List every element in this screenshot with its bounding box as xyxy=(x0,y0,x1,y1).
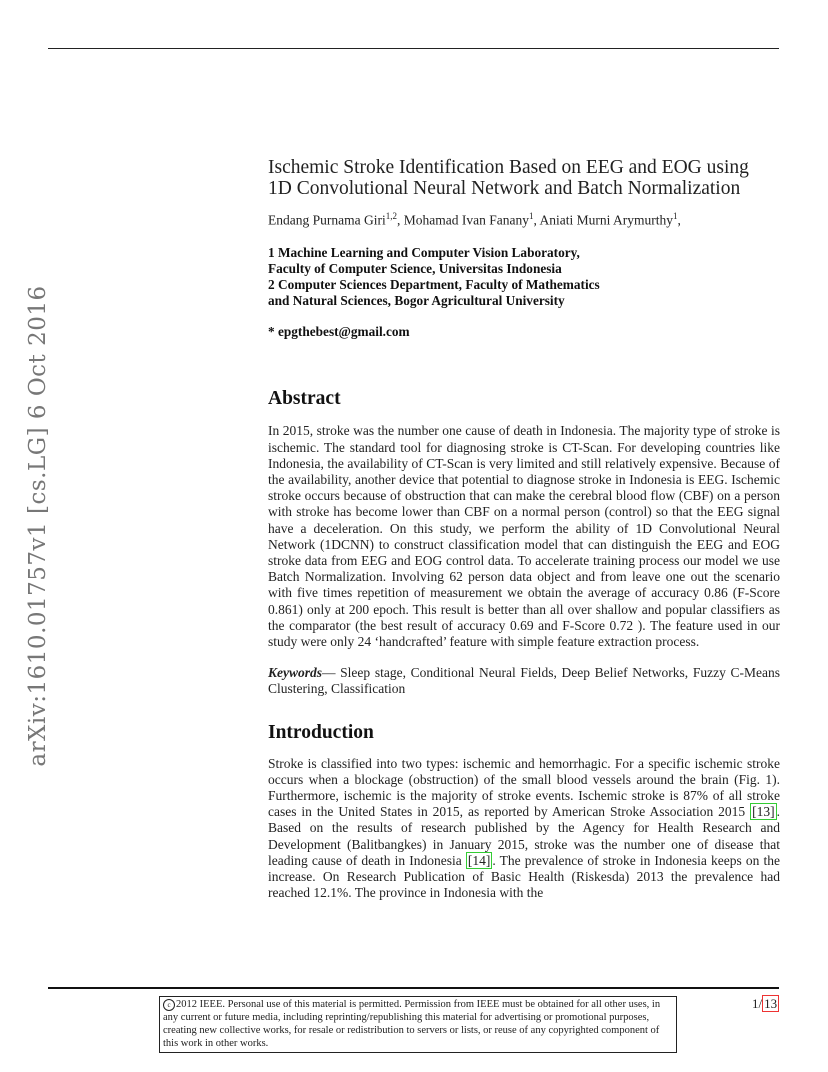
introduction-text xyxy=(268,756,780,902)
author-affiliation-marker: 1,2 xyxy=(385,211,397,221)
keywords-label: Keywords xyxy=(268,665,322,681)
affiliation-line: and Natural Sciences, Bogor Agricultural University xyxy=(268,293,565,309)
author-name: Mohamad Ivan Fanany xyxy=(403,212,529,228)
keywords xyxy=(268,665,780,697)
bottom-rule xyxy=(48,987,779,989)
title-line-1: Ischemic Stroke Identification Based on EEG and EOG using xyxy=(268,157,749,178)
top-rule xyxy=(48,48,779,49)
intro-text-part: . The prevalence of stroke in Indonesia keeps on the increase. On Research Publication of Basic Health (Riskesda) 2013 the prevalence had reached 12.1%. The province in Indonesia with the xyxy=(268,852,781,901)
introduction-heading: Introduction xyxy=(268,721,374,743)
citation-link[interactable]: [13] xyxy=(752,804,775,820)
affiliation-line: Faculty of Computer Science, Universitas Indonesia xyxy=(268,260,562,276)
page-total-link[interactable]: 13 xyxy=(764,996,778,1011)
abstract-text: In 2015, stroke was the number one cause of death in Indonesia. The majority type of stroke is ischemic. The standard tool for diagnosing stroke is CT-Scan. For developing countries like Indonesia, the availability of CT-Scan is very limited and still relatively expensive. Because of the availability, another device that potential to diagnose stroke in Indonesia is EEG. Ischemic stroke occurs because of obstruction that can make the cerebral blood flow (CBF) on a person with stroke has become lower than CBF on a normal person (control) so that the EEG signal have a deceleration. On this study, we perform the ability of 1D Convolutional Neural Network (1DCNN) to construct classification model that can distinguish the EEG and EOG stroke data from EEG and EOG control data. To accelerate training process our model we use Batch Normalization. Involving 62 person data object and from leave one out the scenario with five times repetition of measurement we obtain the average of accuracy 0.86 (F-Score 0.861) only at 200 epoch. This result is better than all over shallow and popular classifiers as the comparator (the best result of accuracy 0.69 and F-Score 0.72 ). The feature used in our study were only 24 ‘handcrafted’ feature with simple feature extraction process. xyxy=(268,423,780,649)
corresponding-email: * epgthebest@gmail.com xyxy=(268,324,410,340)
arxiv-identifier[interactable]: arXiv:1610.01757v1 [cs.LG] 6 Oct 2016 xyxy=(25,285,51,767)
copyright-text: 2012 IEEE. Personal use of this material is permitted. Permission from IEEE must be obtained for all other uses, in any current or future media, including reprinting/republishing this material for advertising or promotional purposes, creating new collective works, for resale or redistribution to servers or lists, or reuse of any copyrighted component of this work in other works. xyxy=(163,999,661,1049)
citation-link[interactable]: [14] xyxy=(467,852,491,868)
title-line-2: 1D Convolutional Neural Network and Batch Normalization xyxy=(268,178,741,199)
author-separator: , xyxy=(533,212,540,228)
keywords-text: — Sleep stage, Conditional Neural Fields, Deep Belief Networks, Fuzzy C-Means Clustering, Classification xyxy=(268,665,780,697)
author-affiliation-marker: 1 xyxy=(528,211,534,221)
abstract-heading: Abstract xyxy=(268,388,341,410)
affiliation-line: 2 Computer Sciences Department, Faculty of Mathematics xyxy=(268,276,600,292)
intro-text-part: . Based on the results of research published by the Agency for Health Research and Development (Balitbangkes) in January 2015, stroke was the number one of disease that leading cause of death in Indonesia xyxy=(268,804,780,868)
paper-body xyxy=(268,157,780,901)
affiliations xyxy=(268,245,780,310)
author-name: Endang Purnama Giri xyxy=(268,212,386,228)
author-list xyxy=(268,211,780,229)
author-name: Aniati Murni Arymurthy xyxy=(539,212,673,228)
author-separator: , xyxy=(396,212,404,228)
page-number xyxy=(752,996,779,1012)
affiliation-line: 1 Machine Learning and Computer Vision Laboratory, xyxy=(268,244,580,260)
intro-text-part: Stroke is classified into two types: ischemic and hemorrhagic. For a specific ischemic stroke occurs when a blockage (obstruction) of the small blood vessels around the brain (Fig. 1). Furthermore, ischemic is the majority of stroke events. Ischemic stroke is 87% of all stroke cases in the United States in 2015, as reported by American Stroke Association 2015 xyxy=(268,755,780,820)
author-separator: , xyxy=(677,212,681,228)
copyright-icon: c xyxy=(163,999,175,1011)
paper-title xyxy=(268,157,780,199)
page-current: 1/ xyxy=(752,996,763,1011)
copyright-notice xyxy=(159,996,677,1053)
author-affiliation-marker: 1 xyxy=(672,211,678,221)
